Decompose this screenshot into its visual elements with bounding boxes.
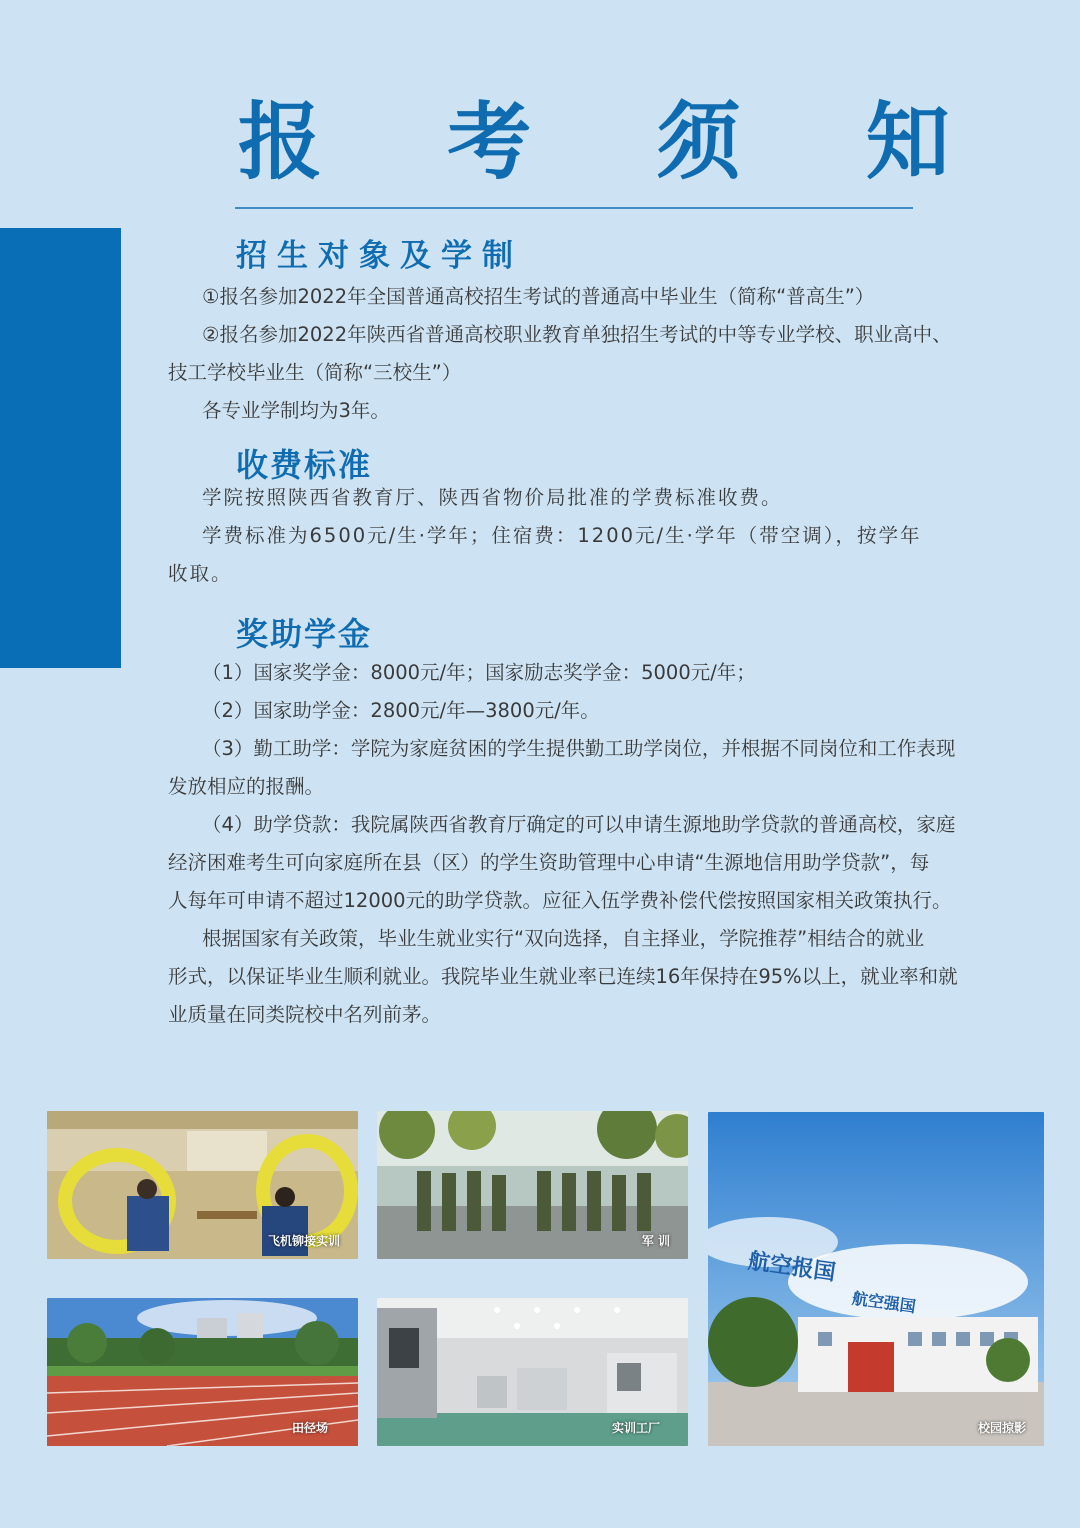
scholarship-line-4: 发放相应的报酬。 <box>168 775 325 798</box>
page-title: 报 考 须 知 <box>238 93 998 191</box>
heading-enrollment: 招生对象及学制 <box>236 238 523 274</box>
scholarship-line-5: （4）助学贷款：我院属陕西省教育厅确定的可以申请生源地助学贷款的普通高校，家庭 <box>202 813 956 836</box>
employment-line-3: 业质量在同类院校中名列前茅。 <box>168 1003 442 1026</box>
photo-campus <box>708 1112 1044 1446</box>
caption-campus: 校园掠影 <box>977 1421 1026 1435</box>
fees-line-1: 学院按照陕西省教育厅、陕西省物价局批准的学费标准收费。 <box>202 486 783 509</box>
scholarship-line-6: 经济困难考生可向家庭所在县（区）的学生资助管理中心申请“生源地信用助学贷款”，每 <box>168 851 930 874</box>
fees-line-2: 学费标准为6500元/生·学年；住宿费：1200元/生·学年（带空调），按学年 <box>202 524 922 547</box>
scholarship-line-2: （2）国家助学金：2800元/年—3800元/年。 <box>202 699 600 722</box>
employment-line-2: 形式，以保证毕业生顺利就业。我院毕业生就业率已连续16年保持在95%以上，就业率和就 <box>168 965 958 988</box>
photo-military-training <box>377 1111 688 1259</box>
enrollment-text <box>168 278 1028 430</box>
heading-scholarship: 奖助学金 <box>236 615 373 653</box>
caption-riveting: 飞机铆接实训 <box>267 1234 340 1248</box>
enrollment-line-3: 技工学校毕业生（简称“三校生”） <box>168 361 462 384</box>
campus-sign-2: 航空强国 <box>850 1288 917 1317</box>
enrollment-line-4: 各专业学制均为3年。 <box>202 399 390 422</box>
caption-workshop: 实训工厂 <box>611 1421 660 1435</box>
title-divider <box>235 207 913 209</box>
caption-military: 军 训 <box>641 1234 670 1248</box>
scholarship-line-7: 人每年可申请不超过12000元的助学贷款。应征入伍学费补偿代偿按照国家相关政策执行。 <box>168 889 952 912</box>
side-accent-bar <box>0 228 121 668</box>
fees-line-3: 收取。 <box>168 562 233 585</box>
photo-track-field <box>47 1298 358 1446</box>
fees-text <box>168 479 1028 593</box>
caption-track: 田径场 <box>291 1421 328 1435</box>
campus-sign-1: 航空报国 <box>746 1247 838 1286</box>
scholarship-text <box>168 654 1028 1034</box>
employment-line-1: 根据国家有关政策，毕业生就业实行“双向选择，自主择业，学院推荐”相结合的就业 <box>202 927 925 950</box>
scholarship-line-3: （3）勤工助学：学院为家庭贫困的学生提供勤工助学岗位，并根据不同岗位和工作表现 <box>202 737 956 760</box>
photo-training-workshop <box>377 1298 688 1446</box>
photo-riveting-training <box>47 1111 358 1259</box>
scholarship-line-1: （1）国家奖学金：8000元/年；国家励志奖学金：5000元/年； <box>202 661 756 684</box>
enrollment-line-1: ①报名参加2022年全国普通高校招生考试的普通高中毕业生（简称“普高生”） <box>202 285 875 308</box>
heading-fees: 收费标准 <box>236 446 373 484</box>
enrollment-line-2: ②报名参加2022年陕西省普通高校职业教育单独招生考试的中等专业学校、职业高中、 <box>202 323 952 346</box>
